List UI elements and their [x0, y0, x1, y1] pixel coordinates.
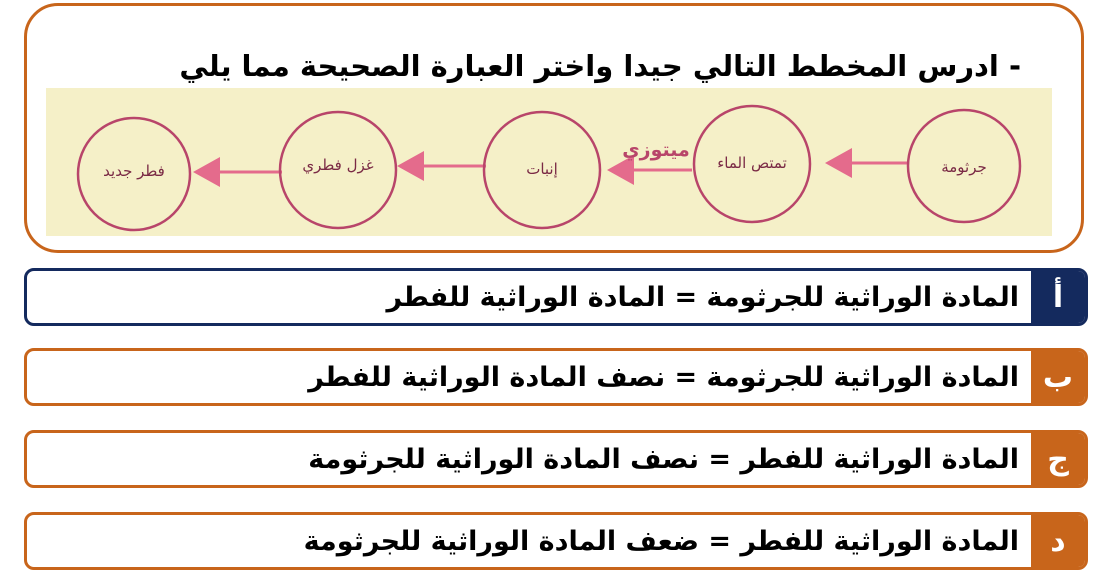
option-b-letter: ب: [1031, 351, 1085, 403]
option-b[interactable]: [24, 348, 1088, 406]
diagram-svg: [46, 88, 1052, 236]
life-cycle-diagram: [46, 88, 1052, 236]
stage-label-new-fungus: فطر جديد: [103, 162, 165, 180]
option-a-letter: أ: [1031, 271, 1085, 323]
arrow-label-mitosis: ميتوزي: [622, 139, 690, 161]
option-d[interactable]: [24, 512, 1088, 570]
option-a[interactable]: [24, 268, 1088, 326]
option-c-letter: ج: [1031, 433, 1085, 485]
option-d-letter: د: [1031, 515, 1085, 567]
option-c-text: المادة الوراثية للفطر = نصف المادة الوراثية للجرثومة: [308, 443, 1019, 475]
option-d-text: المادة الوراثية للفطر = ضعف المادة الوراثية للجرثومة: [303, 525, 1019, 557]
question-text: - ادرس المخطط التالي جيدا واختر العبارة الصحيحة مما يلي: [179, 49, 1021, 83]
stage-label-absorb: تمتص الماء: [717, 154, 787, 172]
option-c[interactable]: [24, 430, 1088, 488]
stage-label-germination: إنبات: [526, 160, 558, 178]
stage-label-spore: جرثومة: [941, 158, 987, 176]
option-a-text: المادة الوراثية للجرثومة = المادة الوراثية للفطر: [386, 281, 1019, 313]
option-b-text: المادة الوراثية للجرثومة = نصف المادة الوراثية للفطر: [308, 361, 1019, 393]
stage-label-mycelium: غزل فطري: [302, 156, 374, 174]
